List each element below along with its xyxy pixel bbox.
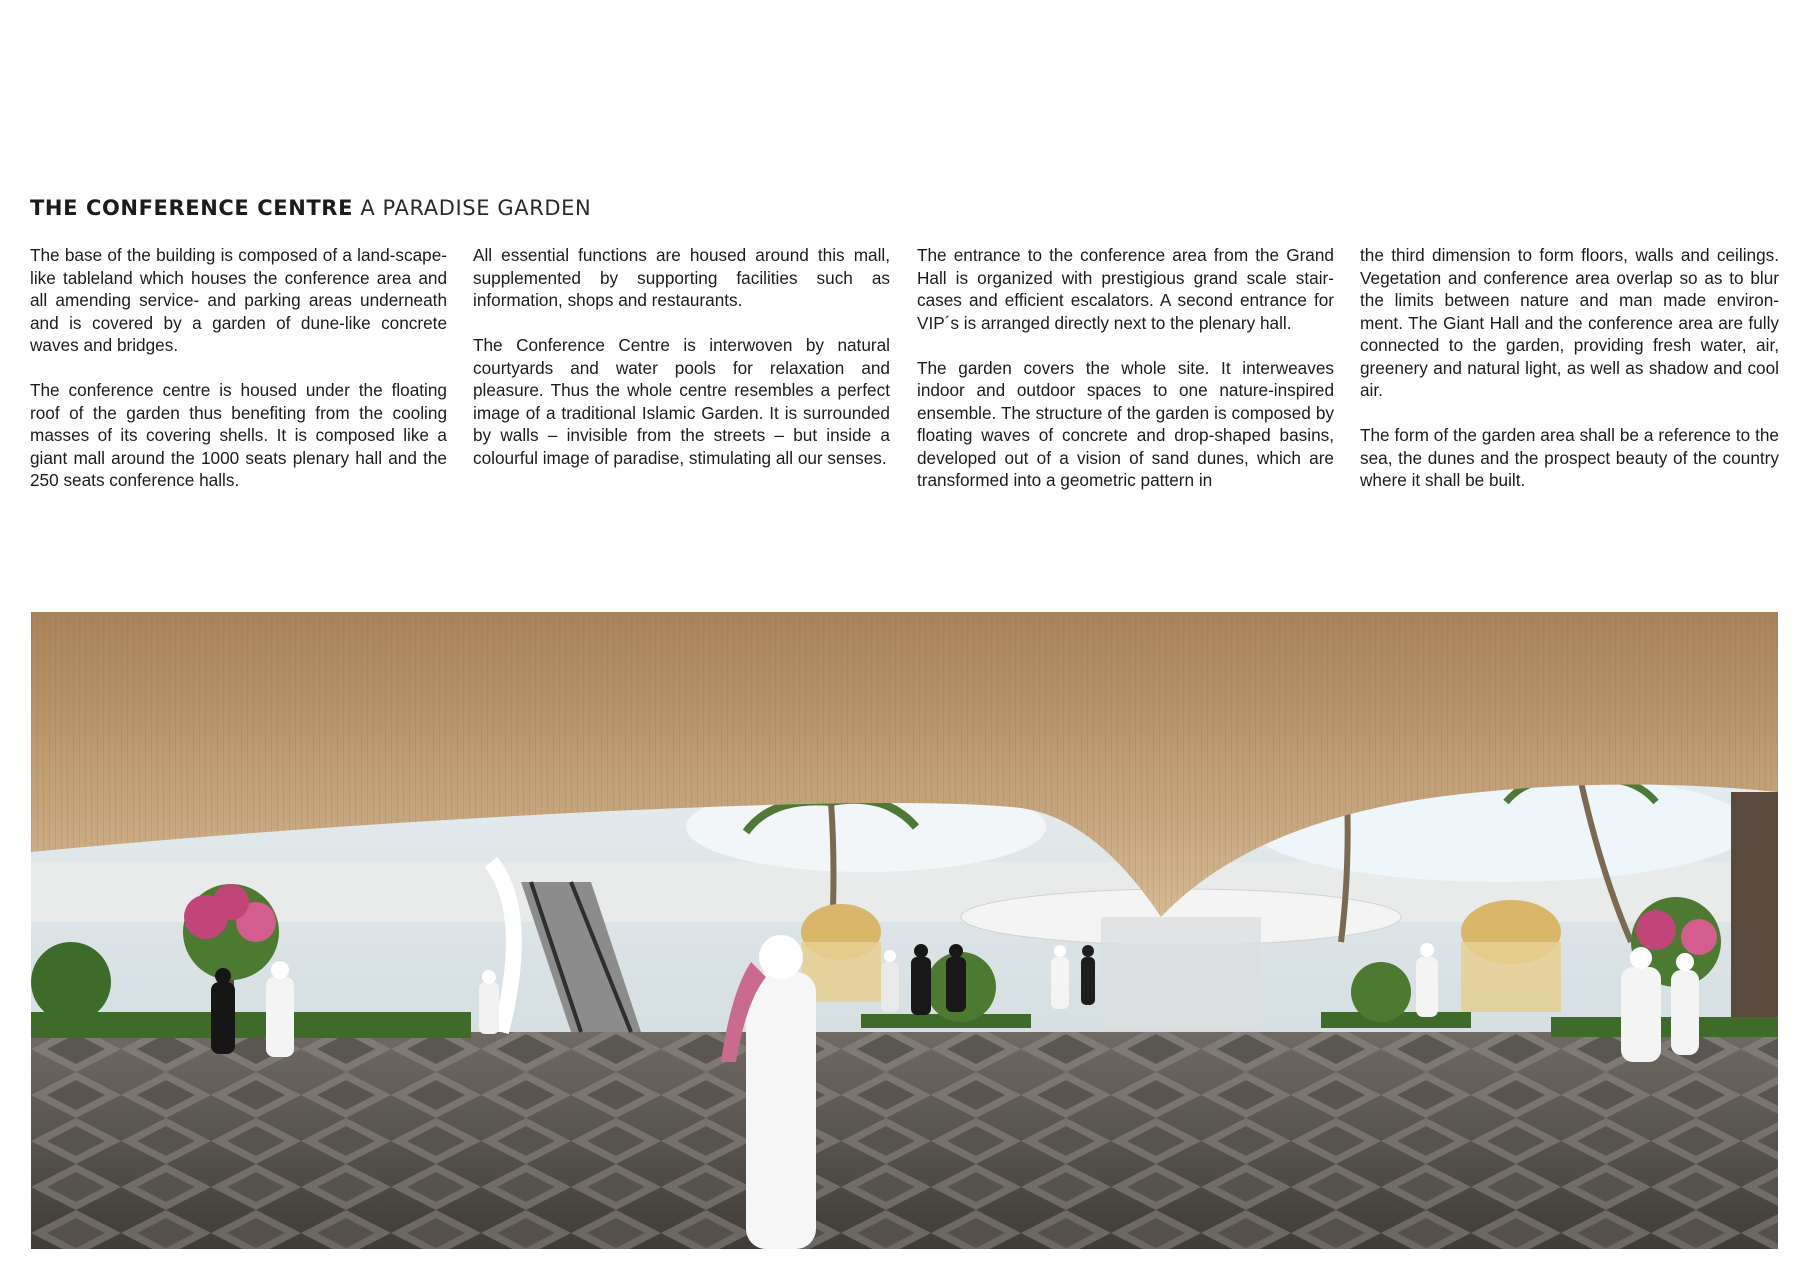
paragraph: The conference centre is housed under the floating roof of the garden thus benefiting from the cooling masses of its covering shells. It is composed like a giant mall around the 1000 seats plenary hall and the 250 seats conference halls. (30, 380, 447, 490)
patterned-floor (31, 1032, 1778, 1249)
person (1081, 945, 1095, 1005)
text-column-1 (30, 244, 447, 514)
paragraph: All essential functions are housed around this mall, supplemented by supporting facilities such as information, shops and restaurants. (473, 245, 890, 310)
paragraph: the third dimension to form floors, walls and ceilings. Vegetation and conference area overlap so as to blur the limits between nature and man made environ-ment. The Giant Hall and the conference area are fully connected to the garden, providing fresh water, air, greenery and natural light, as well as shadow and cool air. (1360, 245, 1779, 400)
title-main: THE CONFERENCE CENTRE (30, 196, 354, 220)
paragraph: The base of the building is composed of a land-scape-like tableland which houses the conference area and all amending service- and parking areas underneath and is covered by a garden of dune-like concrete waves and bridges. (30, 245, 447, 355)
conference-hall-rendering (31, 612, 1778, 1249)
text-column-2 (473, 244, 890, 492)
paragraph: The form of the garden area shall be a reference to the sea, the dunes and the prospect beauty of the country where it shall be built. (1360, 425, 1779, 490)
paragraph: The garden covers the whole site. It interweaves indoor and outdoor spaces to one nature-inspired ensemble. The structure of the garden is composed by floating waves of concrete and drop-shaped basins, developed out of a vision of sand dunes, which are transformed into a geometric pattern in (917, 357, 1334, 490)
paragraph: The Conference Centre is interwoven by natural courtyards and water pools for relaxation and pleasure. Thus the whole centre resembles a perfect image of a traditional Islamic Garden. It is surrounded by walls – invisible from the streets – but inside a colourful image of paradise, stimulating all our senses. (473, 335, 890, 468)
page-title (30, 196, 591, 220)
paragraph: The entrance to the conference area from the Grand Hall is organized with prestigious grand scale stair-cases and efficient escalators. A second entrance for VIP´s is arranged directly next to the plenary hall. (917, 245, 1334, 333)
golden-pavilion-right (1461, 900, 1561, 1012)
column (1731, 792, 1778, 1032)
title-subtitle: A PARADISE GARDEN (360, 196, 592, 220)
text-column-4 (1360, 244, 1779, 514)
text-column-3 (917, 244, 1334, 514)
